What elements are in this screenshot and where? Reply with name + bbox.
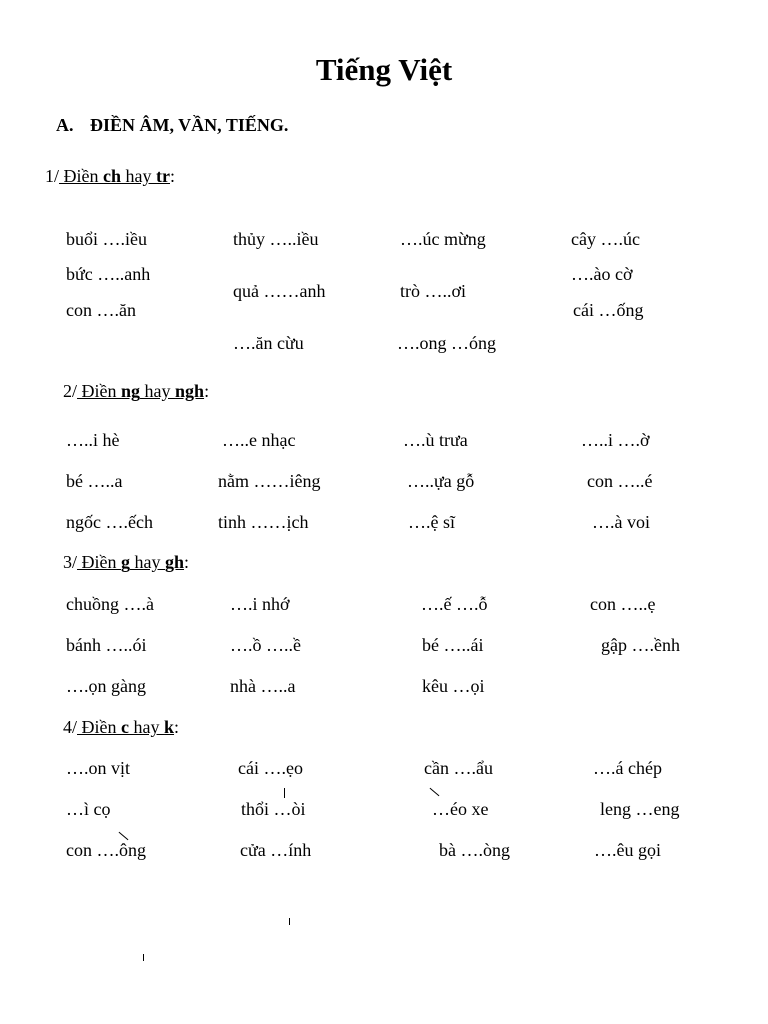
ex1-item: ….ào cờ bbox=[571, 264, 633, 284]
exercise-2-title-mid: hay bbox=[140, 381, 176, 401]
exercise-3-title-post: : bbox=[184, 552, 190, 572]
exercise-4-title-post: : bbox=[174, 717, 180, 737]
ex3-item: gập ….ềnh bbox=[601, 635, 680, 655]
exercise-2-title-b1: ng bbox=[121, 381, 141, 401]
exercise-1-number: 1/ bbox=[45, 166, 60, 186]
exercise-3-number: 3/ bbox=[63, 552, 78, 572]
ex1-item: cây ….úc bbox=[571, 229, 640, 249]
exercise-4-heading bbox=[63, 717, 179, 737]
exercise-2-heading bbox=[63, 381, 209, 401]
ex4-item: ….êu gọi bbox=[594, 840, 661, 860]
ex2-item: tinh ……ịch bbox=[218, 512, 309, 532]
exercise-2-number: 2/ bbox=[63, 381, 78, 401]
stray-mark bbox=[143, 954, 144, 961]
ex3-item: ….ế ….ỗ bbox=[421, 594, 488, 614]
ex3-item: ….i nhớ bbox=[230, 594, 290, 614]
ex1-item: ….ăn cừu bbox=[233, 333, 304, 353]
ex4-item: leng …eng bbox=[600, 799, 680, 819]
exercise-1-title-pre: Điền bbox=[59, 166, 104, 186]
exercise-2-title-b2: ngh bbox=[175, 381, 205, 401]
exercise-4-title-pre: Điền bbox=[77, 717, 122, 737]
ex3-item: ….ồ …..ề bbox=[230, 635, 301, 655]
ex2-item: ….à voi bbox=[592, 512, 650, 532]
ex4-item: thổi …òi bbox=[241, 799, 306, 819]
section-a-heading bbox=[56, 115, 288, 135]
ex3-item: bánh …..ói bbox=[66, 635, 147, 655]
stray-mark bbox=[284, 788, 285, 798]
ex2-item: ….ù trưa bbox=[403, 430, 468, 450]
exercise-2-title-post: : bbox=[204, 381, 210, 401]
exercise-4-title-mid: hay bbox=[129, 717, 165, 737]
ex4-item: con ….ông bbox=[66, 840, 146, 860]
ex4-item: ….á chép bbox=[593, 758, 662, 778]
ex4-item: bà ….òng bbox=[439, 840, 510, 860]
ex1-item: con ….ăn bbox=[66, 300, 136, 320]
stray-mark bbox=[119, 832, 129, 840]
section-a-text: ĐIỀN ÂM, VẦN, TIẾNG. bbox=[90, 115, 289, 135]
exercise-3-title-mid: hay bbox=[130, 552, 166, 572]
exercise-1-title-post: : bbox=[170, 166, 176, 186]
exercise-4-title bbox=[77, 717, 174, 737]
exercise-1-heading bbox=[45, 166, 175, 186]
ex1-item: ….úc mừng bbox=[400, 229, 486, 249]
ex4-item: cửa …ính bbox=[240, 840, 312, 860]
exercise-3-title-b1: g bbox=[121, 552, 131, 572]
exercise-3-heading bbox=[63, 552, 189, 572]
ex2-item: bé …..a bbox=[66, 471, 123, 491]
ex1-item: thủy …..iều bbox=[233, 229, 319, 249]
ex2-item: con …..é bbox=[587, 471, 653, 491]
exercise-4-title-b2: k bbox=[164, 717, 175, 737]
exercise-3-title-b2: gh bbox=[165, 552, 185, 572]
ex4-item: cái ….ẹo bbox=[238, 758, 303, 778]
exercise-3-title bbox=[77, 552, 184, 572]
ex1-item: bức …..anh bbox=[66, 264, 151, 284]
exercise-4-number: 4/ bbox=[63, 717, 78, 737]
stray-mark bbox=[289, 918, 290, 925]
ex3-item: nhà …..a bbox=[230, 676, 296, 696]
exercise-1-title-mid: hay bbox=[121, 166, 157, 186]
ex3-item: bé …..ái bbox=[422, 635, 484, 655]
exercise-1-title bbox=[59, 166, 170, 186]
ex2-item: ngốc ….ếch bbox=[66, 512, 153, 532]
ex2-item: …..i hè bbox=[66, 430, 120, 450]
ex2-item: …..ựa gỗ bbox=[407, 471, 475, 491]
exercise-1-title-b2: tr bbox=[156, 166, 170, 186]
ex2-item: nằm ……iêng bbox=[218, 471, 321, 491]
exercise-4-title-b1: c bbox=[121, 717, 130, 737]
ex1-item: trò …..ơi bbox=[400, 281, 467, 301]
ex4-item: …ì cọ bbox=[66, 799, 111, 819]
ex4-item: ….on vịt bbox=[66, 758, 131, 778]
ex3-item: chuồng ….à bbox=[66, 594, 154, 614]
ex3-item: ….ọn gàng bbox=[66, 676, 146, 696]
stray-mark bbox=[430, 788, 440, 796]
ex3-item: kêu …ọi bbox=[422, 676, 485, 696]
ex4-item: …éo xe bbox=[432, 799, 489, 819]
section-a-letter: A. bbox=[56, 115, 74, 135]
ex2-item: …..e nhạc bbox=[222, 430, 296, 450]
ex3-item: con …..ẹ bbox=[590, 594, 656, 614]
exercise-2-title-pre: Điền bbox=[77, 381, 122, 401]
exercise-1-title-b1: ch bbox=[103, 166, 122, 186]
ex1-item: buổi ….iều bbox=[66, 229, 147, 249]
page-title: Tiếng Việt bbox=[315, 52, 453, 87]
ex2-item: ….ệ sĩ bbox=[408, 512, 455, 532]
ex2-item: …..i ….ờ bbox=[581, 430, 650, 450]
ex1-item: quả ……anh bbox=[233, 281, 326, 301]
ex4-item: cần ….ẩu bbox=[424, 758, 493, 778]
ex1-item: ….ong …óng bbox=[397, 333, 496, 353]
ex1-item: cái …ống bbox=[573, 300, 644, 320]
exercise-3-title-pre: Điền bbox=[77, 552, 122, 572]
exercise-2-title bbox=[77, 381, 204, 401]
